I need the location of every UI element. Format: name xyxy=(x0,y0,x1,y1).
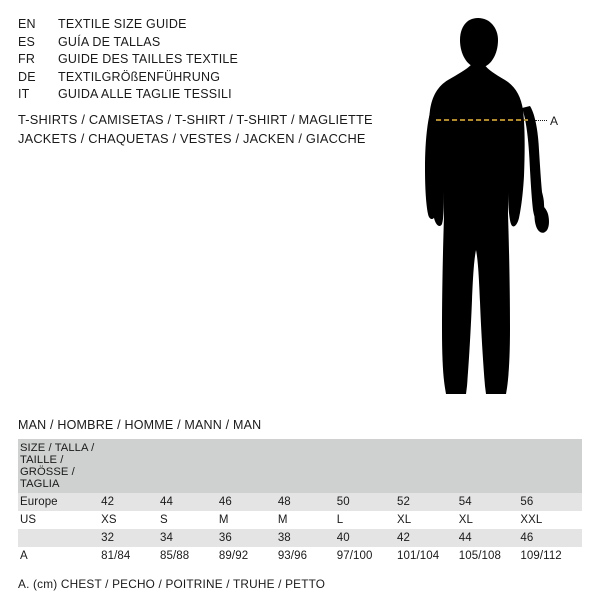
language-code: DE xyxy=(18,69,36,84)
row-value: 101/104 xyxy=(397,547,459,565)
row-value: 81/84 xyxy=(101,547,160,565)
row-value: 50 xyxy=(337,493,397,511)
category-list xyxy=(18,110,418,148)
row-value: 105/108 xyxy=(459,547,521,565)
table-row xyxy=(18,511,582,529)
row-value: 56 xyxy=(520,493,582,511)
row-value: 32 xyxy=(101,529,160,547)
category-jackets: JACKETS / CHAQUETAS / VESTES / JACKEN / GIACCHE xyxy=(18,131,366,146)
row-value: 46 xyxy=(520,529,582,547)
language-row xyxy=(18,86,378,104)
language-title: GUIDE DES TAILLES TEXTILE xyxy=(58,52,239,66)
language-row xyxy=(18,69,378,87)
table-header-spacer xyxy=(397,439,459,493)
row-value: XS xyxy=(101,511,160,529)
row-value: L xyxy=(337,511,397,529)
row-value: S xyxy=(160,511,219,529)
language-code: ES xyxy=(18,34,36,49)
table-header-spacer xyxy=(278,439,337,493)
language-row xyxy=(18,16,378,34)
row-value: 93/96 xyxy=(278,547,337,565)
row-value: 44 xyxy=(160,493,219,511)
language-title: TEXTILE SIZE GUIDE xyxy=(58,17,187,31)
language-title: TEXTILGRÖßENFÜHRUNG xyxy=(58,69,221,84)
measure-label-a: A xyxy=(550,114,559,128)
row-value: 34 xyxy=(160,529,219,547)
language-title: GUÍA DE TALLAS xyxy=(58,34,161,49)
table-title: MAN / HOMBRE / HOMME / MANN / MAN xyxy=(18,418,262,432)
table-header-spacer xyxy=(520,439,582,493)
row-value: M xyxy=(219,511,278,529)
language-code: IT xyxy=(18,87,30,101)
table-row xyxy=(18,529,582,547)
row-value: 97/100 xyxy=(337,547,397,565)
row-value: 44 xyxy=(459,529,521,547)
row-value: 48 xyxy=(278,493,337,511)
category-tshirts: T-SHIRTS / CAMISETAS / T-SHIRT / T-SHIRT / MAGLIETTE xyxy=(18,112,373,127)
row-value: XL xyxy=(459,511,521,529)
table-header-spacer xyxy=(219,439,278,493)
size-table xyxy=(18,439,582,565)
language-row xyxy=(18,34,378,52)
male-silhouette-icon xyxy=(400,10,595,410)
row-value: 42 xyxy=(101,493,160,511)
table-header-spacer xyxy=(101,439,160,493)
measure-leader-line xyxy=(535,120,547,121)
row-value: 52 xyxy=(397,493,459,511)
size-table-block xyxy=(18,418,582,591)
row-label: A xyxy=(18,547,101,565)
row-value: XXL xyxy=(520,511,582,529)
table-row xyxy=(18,493,582,511)
row-value: 85/88 xyxy=(160,547,219,565)
row-value: 36 xyxy=(219,529,278,547)
row-label: Europe xyxy=(18,493,101,511)
row-value: 54 xyxy=(459,493,521,511)
row-value: 38 xyxy=(278,529,337,547)
table-header-spacer xyxy=(459,439,521,493)
row-value: 40 xyxy=(337,529,397,547)
language-code: EN xyxy=(18,17,36,31)
table-header-row xyxy=(18,439,582,493)
row-value: 46 xyxy=(219,493,278,511)
footnote: A. (cm) CHEST / PECHO / POITRINE / TRUHE / PETTO xyxy=(18,577,326,591)
language-title: GUIDA ALLE TAGLIE TESSILI xyxy=(58,87,232,101)
table-header-spacer xyxy=(160,439,219,493)
row-label: US xyxy=(18,511,101,529)
language-code: FR xyxy=(18,52,36,66)
row-value: 42 xyxy=(397,529,459,547)
table-header-spacer xyxy=(337,439,397,493)
row-value: 89/92 xyxy=(219,547,278,565)
table-row xyxy=(18,547,582,565)
row-value: 109/112 xyxy=(520,547,582,565)
row-value: XL xyxy=(397,511,459,529)
language-row xyxy=(18,51,378,69)
body-figure xyxy=(400,10,595,410)
language-list xyxy=(18,16,378,104)
row-value: M xyxy=(278,511,337,529)
row-label xyxy=(18,529,101,547)
table-header-label: SIZE / TALLA / TAILLE / GRÖSSE / TAGLIA xyxy=(18,439,101,493)
